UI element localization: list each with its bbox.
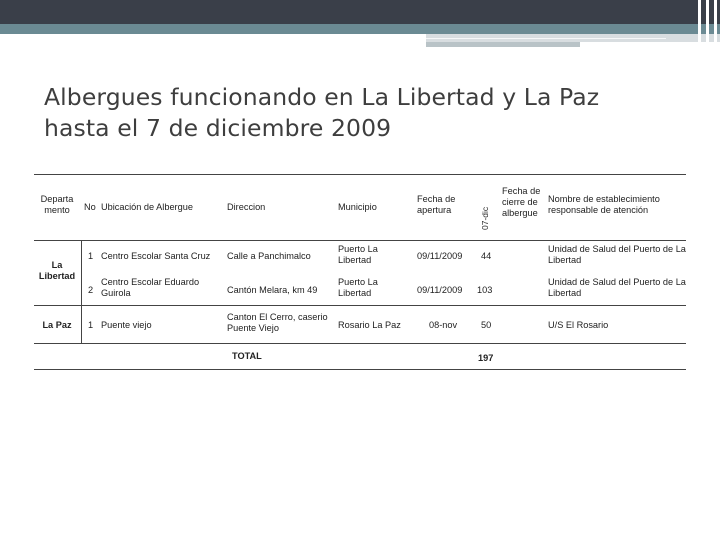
header-direccion: Direccion <box>227 202 266 212</box>
table-rule-bottom <box>34 369 686 370</box>
header-07-dic: 07-dic <box>480 206 490 230</box>
header-departamento: Departa mento <box>40 194 74 215</box>
table-rule-group <box>34 305 686 306</box>
group-departamento: La Paz <box>42 320 72 330</box>
row-fecha-apertura: 08-nov <box>429 320 458 330</box>
row-fecha-apertura: 09/11/2009 <box>417 251 463 261</box>
row-municipio: Rosario La Paz <box>338 320 401 330</box>
total-value: 197 <box>478 353 494 363</box>
row-direccion: Canton El Cerro, caserio Puente Viejo <box>227 312 328 333</box>
header-stripe <box>706 0 709 48</box>
group-departamento: La Libertad <box>38 260 76 281</box>
row-establecimiento: U/S El Rosario <box>548 320 609 330</box>
header-band-teal <box>0 24 720 34</box>
row-municipio: Puerto La Libertad <box>338 244 378 265</box>
row-no: 2 <box>88 285 94 295</box>
slide-title <box>44 82 694 144</box>
header-band-highlight <box>426 38 666 39</box>
row-ubicacion: Centro Escolar Eduardo Guirola <box>101 277 200 298</box>
header-ubicacion: Ubicación de Albergue <box>101 202 193 212</box>
table-rule-total <box>34 343 686 344</box>
slide-title-line-1: Albergues funcionando en La Libertad y La Paz <box>44 83 600 111</box>
row-ubicacion: Centro Escolar Santa Cruz <box>101 251 211 261</box>
slide-title-line-2: hasta el 7 de diciembre 2009 <box>44 114 392 142</box>
table-rule-vertical <box>81 240 82 343</box>
row-direccion: Calle a Panchimalco <box>227 251 311 261</box>
header-fecha-cierre: Fecha de cierre de albergue <box>502 186 541 218</box>
row-no: 1 <box>88 320 94 330</box>
row-ubicacion: Puente viejo <box>101 320 152 330</box>
row-establecimiento: Unidad de Salud del Puerto de La Libertad <box>548 277 686 298</box>
header-stripe <box>714 0 717 48</box>
row-07-dic: 50 <box>481 320 492 330</box>
row-establecimiento: Unidad de Salud del Puerto de La Libertad <box>548 244 686 265</box>
row-07-dic: 44 <box>481 251 492 261</box>
table-rule-header <box>34 240 686 241</box>
header-establecimiento: Nombre de establecimiento responsable de atención <box>548 194 660 215</box>
table-rule-top <box>34 174 686 175</box>
header-stripe <box>698 0 701 48</box>
row-07-dic: 103 <box>477 285 493 295</box>
header-band-shade <box>426 42 580 47</box>
total-label: TOTAL <box>232 351 262 361</box>
header-no: No <box>84 202 96 212</box>
row-municipio: Puerto La Libertad <box>338 277 378 298</box>
row-fecha-apertura: 09/11/2009 <box>417 285 463 295</box>
row-direccion: Cantón Melara, km 49 <box>227 285 318 295</box>
shelters-table <box>34 174 686 370</box>
row-no: 1 <box>88 251 94 261</box>
header-municipio: Municipio <box>338 202 377 212</box>
header-band-dark <box>0 0 720 24</box>
header-fecha-apertura: Fecha de apertura <box>417 194 456 215</box>
